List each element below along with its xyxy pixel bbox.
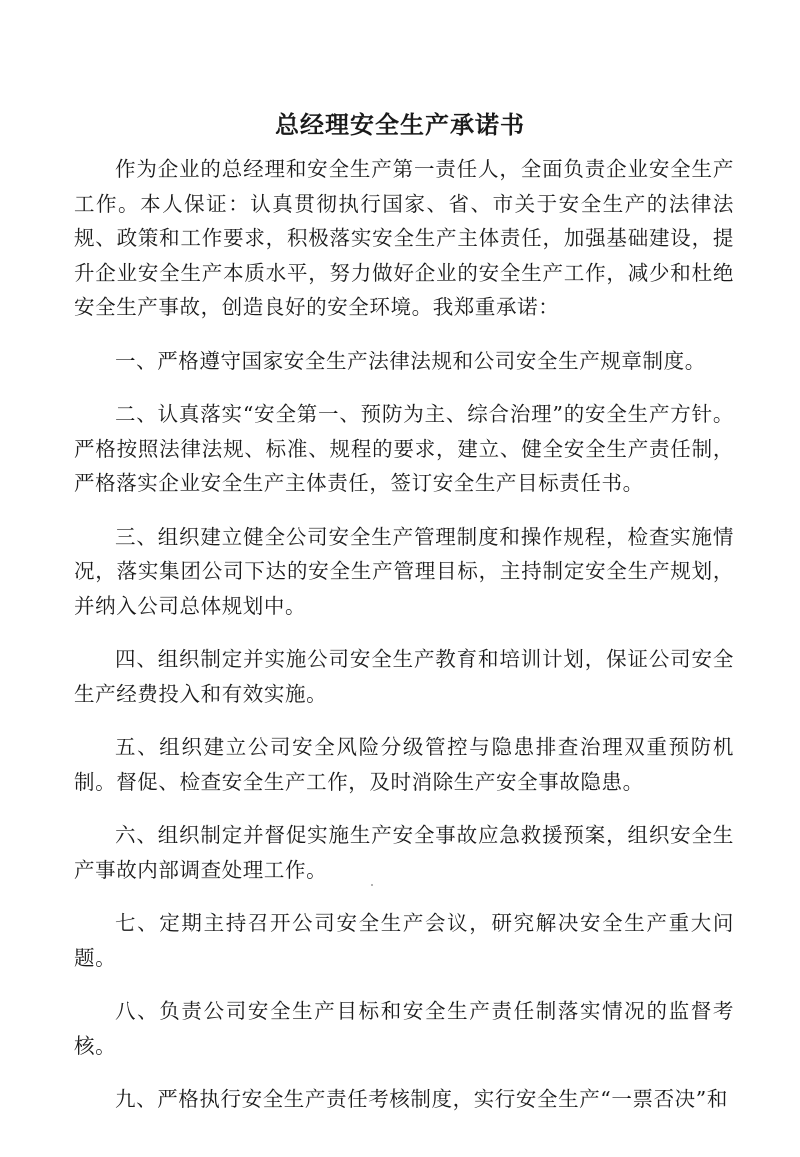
commitment-item-5: 五、组织建立公司安全风险分级管控与隐患排查治理双重预防机制。督促、检查安全生产工作，及时消除生产安全事故隐患。 (74, 735, 734, 794)
document-title: 总经理安全生产承诺书 (275, 111, 525, 139)
commitment-item-6: 六、组织制定并督促实施生产安全事故应急救援预案，组织安全生产事故内部调查处理工作。 (74, 823, 734, 882)
scan-speck (371, 884, 373, 886)
commitment-item-7: 七、定期主持召开公司安全生产会议，研究解决安全生产重大问题。 (74, 911, 734, 970)
commitment-item-4: 四、组织制定并实施公司安全生产教育和培训计划，保证公司安全生产经费投入和有效实施。 (74, 647, 734, 706)
intro-paragraph: 作为企业的总经理和安全生产第一责任人，全面负责企业安全生产工作。本人保证：认真贯彻执行国家、省、市关于安全生产的法律法规、政策和工作要求，积极落实安全生产主体责任，加强基础建设，提升企业安全生产本质水平，努力做好企业的安全生产工作，减少和杜绝安全生产事故，创造良好的安全环境。我郑重承诺： (74, 157, 734, 319)
commitment-item-3: 三、组织建立健全公司安全生产管理制度和操作规程，检查实施情况，落实集团公司下达的安全生产管理目标，主持制定安全生产规划，并纳入公司总体规划中。 (74, 524, 734, 618)
document-body (74, 152, 734, 1136)
commitment-item-9: 九、严格执行安全生产责任考核制度，实行安全生产“一票否决”和 (115, 1087, 728, 1111)
commitment-item-8: 八、负责公司安全生产目标和安全生产责任制落实情况的监督考核。 (74, 999, 734, 1058)
commitment-item-1: 一、严格遵守国家安全生产法律法规和公司安全生产规章制度。 (115, 348, 706, 373)
commitment-item-2: 二、认真落实“安全第一、预防为主、综合治理”的安全生产方针。严格按照法律法规、标准、规程的要求，建立、健全安全生产责任制，严格落实企业安全生产主体责任，签订安全生产目标责任书。 (74, 402, 734, 495)
